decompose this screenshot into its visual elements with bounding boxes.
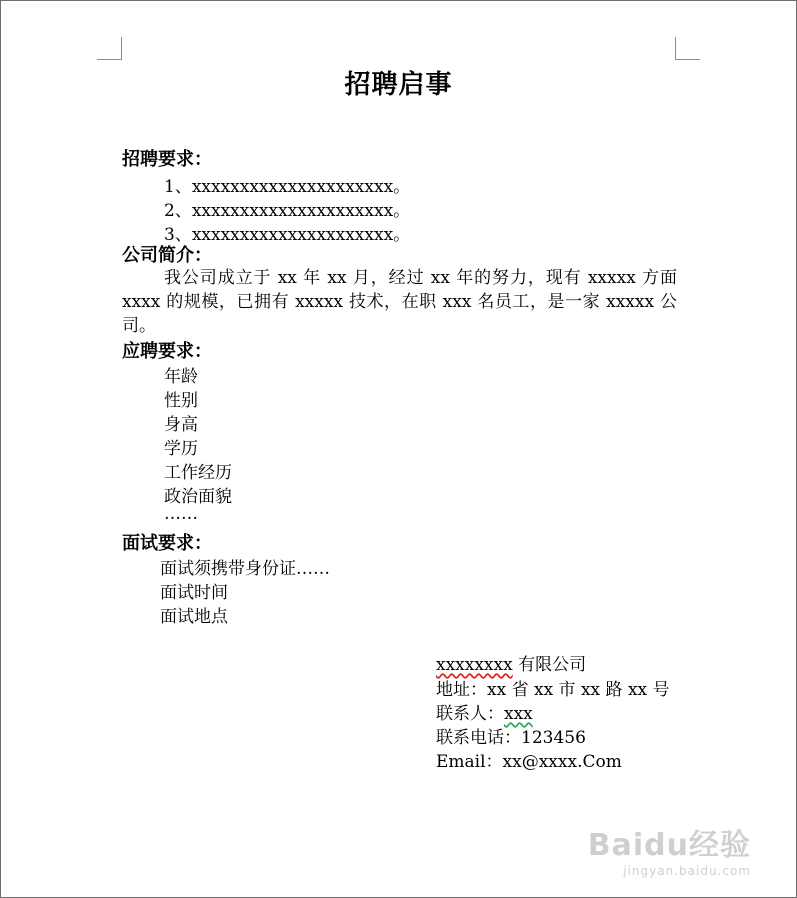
watermark-url: jingyan.baidu.com <box>623 864 751 878</box>
applicant-item: 学历 <box>164 439 198 459</box>
applicant-item: 政治面貌 <box>164 487 232 507</box>
heading-interview-requirements: 面试要求： <box>122 533 212 554</box>
document-title: 招聘启事 <box>344 70 453 100</box>
watermark-logo: Baidu经验 <box>587 828 751 863</box>
signature-company <box>436 650 586 675</box>
signature-email: Email：xx@xxxx.Com <box>436 752 622 772</box>
heading-applicant-requirements: 应聘要求： <box>122 341 212 362</box>
company-intro-paragraph: 我公司成立于 xx 年 xx 月，经过 xx 年的努力，现有 xxxxx 方面 xxxx 的规模，已拥有 xxxxx 技术，在职 xxx 名员工，是一家 xxxxx 公司。 <box>122 268 677 336</box>
applicant-item: 年龄 <box>164 367 198 387</box>
recruit-item: 1、xxxxxxxxxxxxxxxxxxxxx。 <box>164 177 411 197</box>
applicant-item: 身高 <box>164 415 198 435</box>
company-name-placeholder: xxxxxxxx <box>436 655 513 675</box>
applicant-item: 性别 <box>164 391 198 411</box>
contact-value: xxx <box>504 704 533 724</box>
applicant-item: 工作经历 <box>164 463 232 483</box>
margin-corner-top-left <box>97 37 122 60</box>
company-suffix: 有限公司 <box>512 655 587 675</box>
recruit-item: 3、xxxxxxxxxxxxxxxxxxxxx。 <box>164 225 411 245</box>
margin-corner-top-right <box>675 37 700 60</box>
interview-item: 面试地点 <box>160 607 228 627</box>
contact-label: 联系人： <box>436 704 504 724</box>
interview-item: 面试须携带身份证…… <box>160 559 330 579</box>
applicant-item: …… <box>164 504 198 524</box>
signature-contact <box>436 699 533 724</box>
signature-address: 地址：xx 省 xx 市 xx 路 xx 号 <box>436 680 670 700</box>
heading-company-intro: 公司简介： <box>122 245 212 266</box>
recruit-item: 2、xxxxxxxxxxxxxxxxxxxxx。 <box>164 201 411 221</box>
signature-phone: 联系电话：123456 <box>436 728 586 748</box>
baidu-jingyan-watermark <box>588 820 751 878</box>
heading-recruit-requirements: 招聘要求： <box>122 149 212 170</box>
interview-item: 面试时间 <box>160 583 228 603</box>
